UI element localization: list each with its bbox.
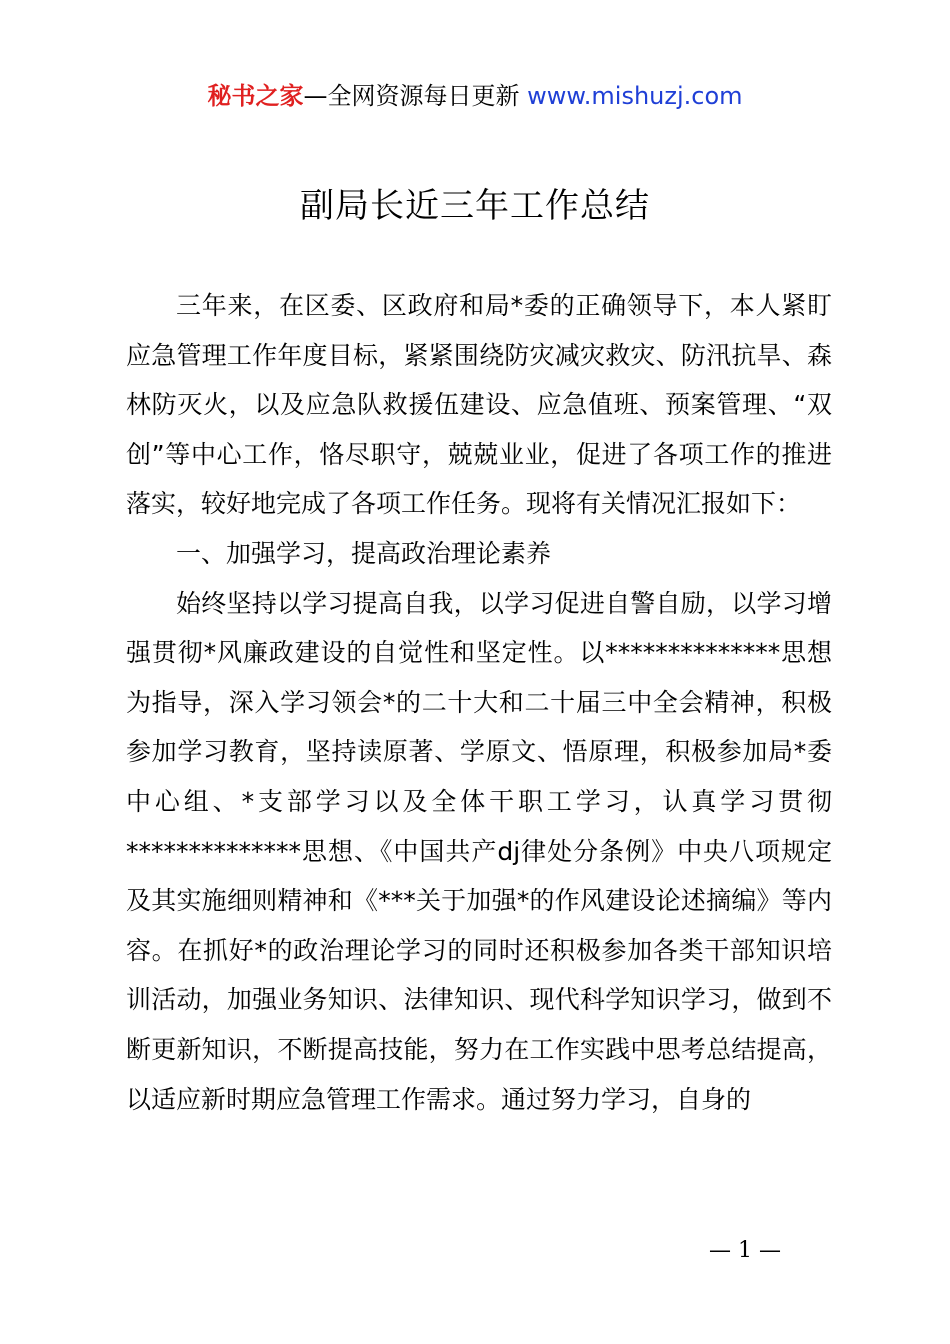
document-body xyxy=(126,281,832,1124)
section-1-paragraph: 始终坚持以学习提高自我，以学习促进自警自励，以学习增强贯彻*风廉政建设的自觉性和坚定性。以**************思想为指导，深入学习领会*的二十大和二十届三中全会精神，积极参加学习教育，坚持读原著、学原文、悟原理，积极参加局*委中心组、*支部学习以及全体干职工学习，认真学习贯彻**************思想、《中国共产dj律处分条例》中央八项规定及其实施细则精神和《***关于加强*的作风建设论述摘编》等内容。在抓好*的政治理论学习的同时还积极参加各类干部知识培训活动，加强业务知识、法律知识、现代科学知识学习，做到不断更新知识，不断提高技能，努力在工作实践中思考总结提高，以适应新时期应急管理工作需求。通过努力学习，自身的 xyxy=(126,588,832,1114)
document-title: 副局长近三年工作总结 xyxy=(300,186,650,226)
site-tagline: —全网资源每日更新 xyxy=(303,82,528,110)
site-header xyxy=(0,78,950,114)
page-number: — 1 — xyxy=(709,1238,781,1263)
intro-paragraph: 三年来，在区委、区政府和局*委的正确领导下，本人紧盯应急管理工作年度目标，紧紧围绕防灾减灾救灾、防汛抗旱、森林防灭火，以及应急队救援伍建设、应急值班、预案管理、“双创”等中心工作，恪尽职守，兢兢业业，促进了各项工作的推进落实，较好地完成了各项工作任务。现将有关情况汇报如下： xyxy=(126,291,832,519)
site-brand: 秘书之家 xyxy=(207,82,304,110)
section-1-heading: 一、加强学习，提高政治理论素养 xyxy=(176,538,552,568)
site-url-link[interactable]: www.mishuzj.com xyxy=(527,82,743,110)
